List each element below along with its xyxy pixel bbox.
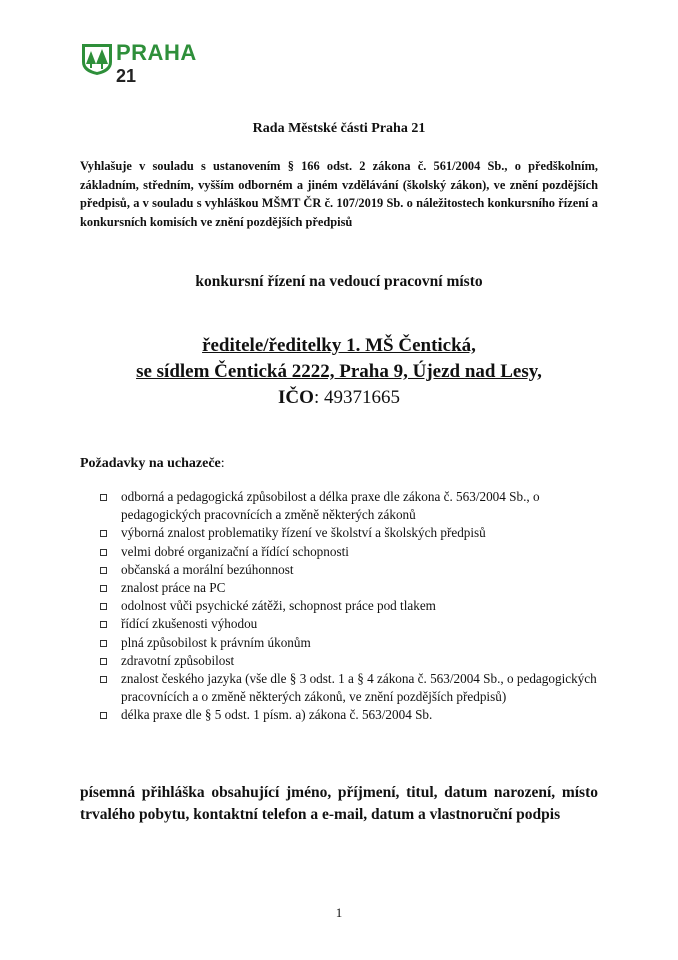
logo-number: 21 (116, 66, 137, 86)
list-item-text: plná způsobilost k právním úkonům (121, 634, 311, 650)
list-item (100, 597, 600, 615)
list-item (100, 670, 600, 706)
requirements-title (80, 456, 225, 472)
checkbox-bullet-icon (100, 549, 107, 556)
list-item (100, 561, 600, 579)
list-item-text: velmi dobré organizační a řídící schopnosti (121, 543, 349, 559)
checkbox-bullet-icon (100, 676, 107, 683)
list-item (100, 488, 600, 524)
position-line-2: se sídlem Čentická 2222, Praha 9, Újezd nad Lesy, (136, 361, 542, 382)
list-item (100, 615, 600, 633)
list-item (100, 524, 600, 542)
requirements-title-text: Požadavky na uchazeče (80, 456, 221, 471)
checkbox-bullet-icon (100, 585, 107, 592)
praha21-logo (80, 42, 200, 88)
intro-paragraph: Vyhlašuje v souladu s ustanovením § 166 odst. 2 zákona č. 561/2004 Sb., o předškolním, základním, středním, vyšším odborném a jiném vzdělávání (školský zákon), ve znění pozdějších předpisů, a v souladu s vyhláškou MŠMT ČR č. 107/2019 Sb. o náležitostech konkursního řízení a konkursních komisích ve znění pozdějších předpisů (80, 159, 598, 229)
ico-line (80, 385, 598, 411)
list-item-text: řídící zkušenosti výhodou (121, 616, 258, 632)
page-number: 1 (335, 905, 343, 920)
list-item (100, 579, 600, 597)
position-title (80, 333, 598, 411)
checkbox-bullet-icon (100, 621, 107, 628)
checkbox-bullet-icon (100, 640, 107, 647)
council-heading: Rada Městské části Praha 21 (252, 121, 426, 136)
checkbox-bullet-icon (100, 494, 107, 501)
list-item (100, 706, 600, 724)
checkbox-bullet-icon (100, 658, 107, 665)
list-item-text: občanská a morální bezúhonnost (121, 561, 294, 577)
list-item-text: odolnost vůči psychické zátěži, schopnost práce pod tlakem (121, 598, 436, 614)
ico-value: : 49371665 (313, 387, 400, 408)
ico-label: IČO (278, 387, 314, 408)
checkbox-bullet-icon (100, 603, 107, 610)
list-item-text: odborná a pedagogická způsobilost a délka praxe dle zákona č. 563/2004 Sb., o pedagogických pracovnících a změně některých zákonů (121, 489, 540, 523)
list-item-text: znalost českého jazyka (vše dle § 3 odst. 1 a § 4 zákona č. 563/2004 Sb., o pedagogických pracovnících a o změně některých zákonů, ve znění pozdějších předpisů) (121, 671, 597, 705)
list-item (100, 652, 600, 670)
checkbox-bullet-icon (100, 530, 107, 537)
list-item-text: výborná znalost problematiky řízení ve školství a školských předpisů (121, 525, 486, 541)
requirements-title-suffix: : (220, 456, 225, 471)
list-item-text: znalost práce na PC (121, 580, 226, 596)
application-requirements-paragraph: písemná přihláška obsahující jméno, příjmení, titul, datum narození, místo trvalého pobytu, kontaktní telefon a e-mail, datum a vlastnoruční podpis (80, 784, 598, 823)
position-line-1: ředitele/ředitelky 1. MŠ Čentická, (202, 335, 476, 356)
tree-emblem-icon (80, 42, 114, 76)
subheading: konkursní řízení na vedoucí pracovní místo (195, 273, 483, 290)
logo-brand: PRAHA (116, 40, 197, 65)
checkbox-bullet-icon (100, 712, 107, 719)
list-item (100, 634, 600, 652)
list-item-text: zdravotní způsobilost (121, 652, 235, 668)
requirements-list (100, 488, 600, 725)
list-item (100, 543, 600, 561)
list-item-text: délka praxe dle § 5 odst. 1 písm. a) zákona č. 563/2004 Sb. (121, 707, 433, 723)
checkbox-bullet-icon (100, 567, 107, 574)
